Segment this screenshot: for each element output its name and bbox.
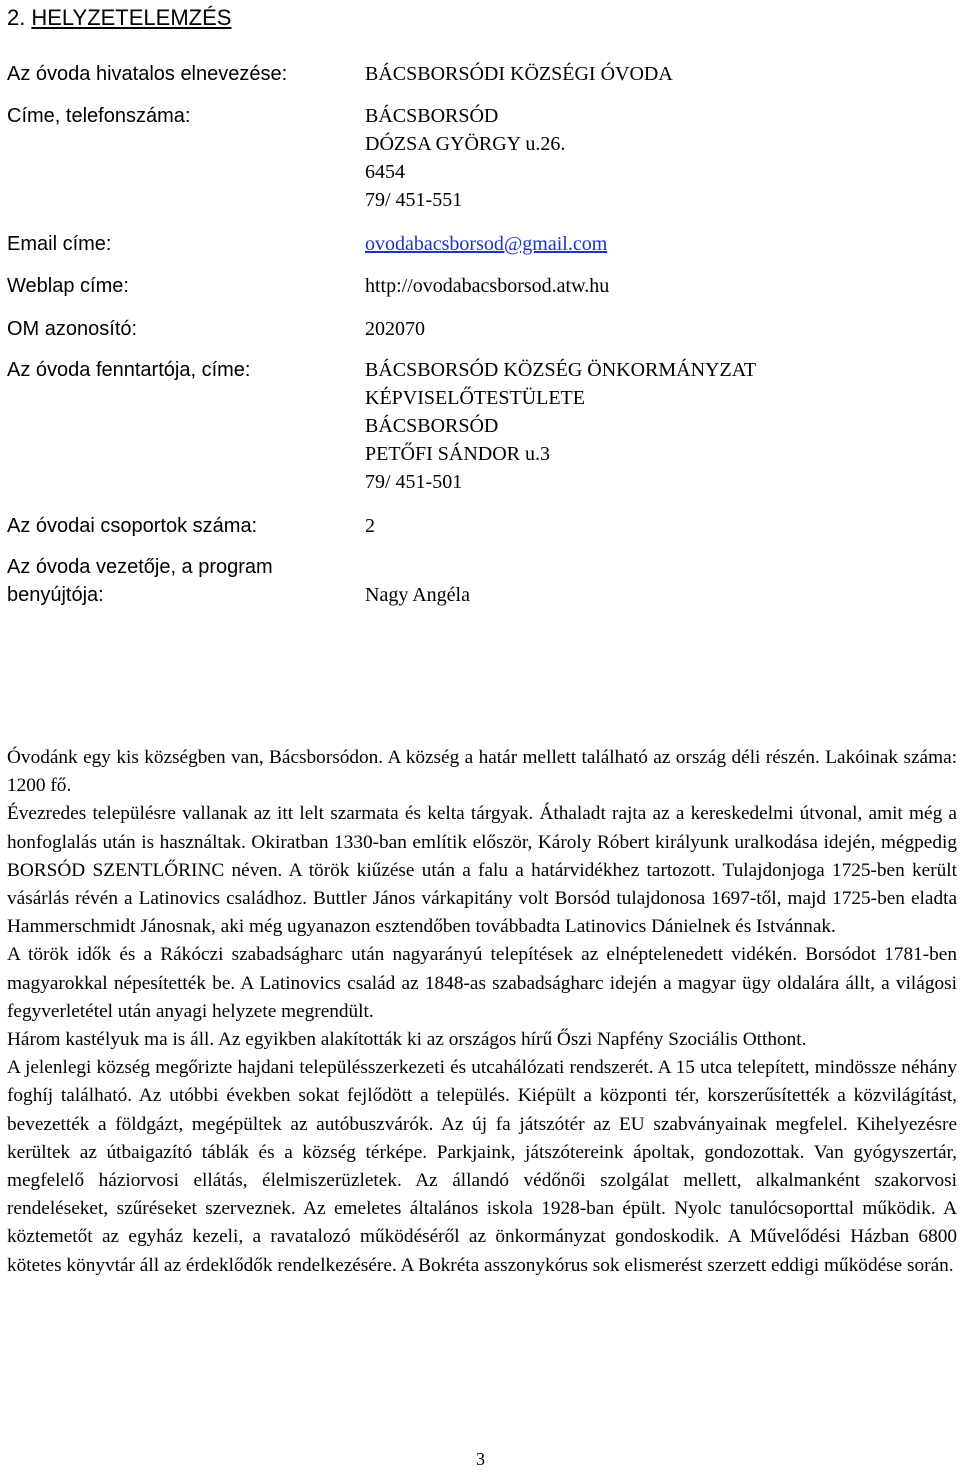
body-text	[7, 744, 957, 1280]
groups-label: Az óvodai csoportok száma:	[7, 515, 258, 537]
om-value: 202070	[365, 318, 425, 340]
section-number: 2.	[7, 5, 26, 30]
email-label: Email címe:	[7, 233, 112, 255]
leader-label	[7, 553, 273, 609]
body-paragraph: Óvodánk egy kis községben van, Bácsborsódon. A község a határ mellett található az ország déli részén. Lakóinak száma: 1200 fő.	[7, 747, 957, 797]
maintainer-label: Az óvoda fenntartója, címe:	[7, 359, 251, 381]
address-label: Címe, telefonszáma:	[7, 105, 191, 127]
web-label: Weblap címe:	[7, 275, 129, 297]
address-line: BÁCSBORSÓD	[365, 105, 499, 127]
address-line: 79/ 451-551	[365, 189, 463, 211]
maintainer-line: 79/ 451-501	[365, 471, 463, 493]
maintainer-line: PETŐFI SÁNDOR u.3	[365, 443, 551, 465]
body-paragraph: A török idők és a Rákóczi szabadságharc után nagyarányú telepítések az elnéptelenedett vidékén. Borsódot 1781-ben magyarokkal népesítették be. A Latinovics család az 1848-as szabadságharc idején a magyar ügy oldalára állt, a világosi fegyverletétel után anyagi helyzete megrendült.	[7, 944, 957, 1022]
section-title: HELYZETELEMZÉS	[31, 5, 232, 30]
web-value: http://ovodabacsborsod.atw.hu	[365, 275, 610, 297]
leader-value: Nagy Angéla	[365, 584, 470, 606]
address-line: 6454	[365, 161, 405, 183]
maintainer-line: KÉPVISELŐTESTÜLETE	[365, 387, 585, 409]
body-paragraph: Évezredes településre vallanak az itt lelt szarmata és kelta tárgyak. Áthaladt rajta az a kereskedelmi útvonal, amit még a honfoglalás után is használtak. Okiratban 1330-ban említik először, Károly Róbert királyunk uralkodása idején, mégpedig BORSÓD SZENTLŐRINC néven. A török kiűzése után a falu a határvidékhez tartozott. Tulajdonjoga 1725-ben került vásárlás révén a Latinovics családhoz. Buttler János várkapitány volt Borsód tulajdonosa 1697-től, majd 1725-ben eladta Hammerschmidt Jánosnak, aki még ugyanazon esztendőben továbbadta Latinovics Dánielnek és Istvánnak.	[7, 803, 957, 938]
body-paragraph: A jelenlegi község megőrizte hajdani településszerkezeti és utcahálózati rendszerét. A 15 utca telepített, mindössze néhány foghíj található. Az utóbbi években sokat fejlődött a település. Kiépült a központi tér, korszerűsítették a közvilágítást, bevezették a földgázt, megépültek az autóbuszvárók. Az új fa játszótér az EU szabványainak megfelel. Kihelyezésre kerültek az útbaigazító táblák és a község térképe. Parkjaink, játszótereink ápoltak, gondozottak. Van gyógyszertár, megfelelő háziorvosi ellátás, élelmiszerüzletek. Az állandó védőnői szolgálat mellett, alkalmanként szakorvosi rendeléseket, szűréseket szerveznek. Az emeletes általános iskola 1928-ban épült. Nyolc tanulócsoporttal működik. A köztemetőt az egyház kezeli, a ravatalozó működéséről az önkormányzat gondoskodik. A Művelődési Házban 6800 kötetes könyvtár áll az érdeklődők rendelkezésére. A Bokréta asszonykórus sok elismerést szerzett eddigi működése során.	[7, 1057, 957, 1276]
name-value: BÁCSBORSÓDI KÖZSÉGI ÓVODA	[365, 63, 673, 85]
maintainer-line: BÁCSBORSÓD	[365, 415, 499, 437]
address-line: DÓZSA GYÖRGY u.26.	[365, 133, 566, 155]
maintainer-line: BÁCSBORSÓD KÖZSÉG ÖNKORMÁNYZAT	[365, 359, 757, 381]
om-label: OM azonosító:	[7, 318, 138, 340]
address-value	[365, 102, 565, 214]
page-number: 3	[476, 1449, 485, 1469]
body-paragraph: Három kastélyuk ma is áll. Az egyikben alakították ki az országos hírű Őszi Napfény Szociális Otthont.	[7, 1029, 807, 1051]
leader-label-line: benyújtója:	[7, 584, 104, 606]
name-label: Az óvoda hivatalos elnevezése:	[7, 63, 288, 85]
leader-label-line: Az óvoda vezetője, a program	[7, 556, 273, 578]
email-value	[365, 230, 607, 258]
maintainer-value	[365, 356, 756, 496]
email-link[interactable]: ovodabacsborsod@gmail.com	[365, 233, 608, 255]
groups-value: 2	[365, 515, 375, 537]
section-heading	[7, 3, 231, 33]
